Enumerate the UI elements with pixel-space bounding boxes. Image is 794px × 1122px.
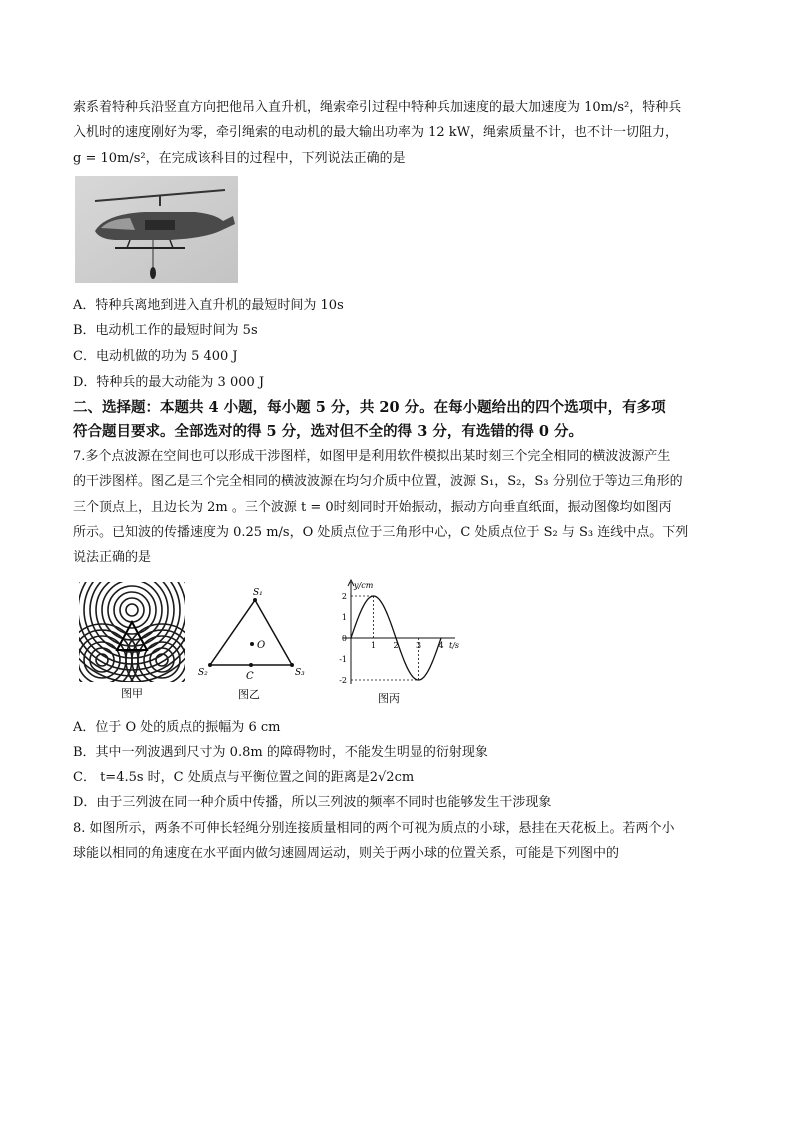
x-axis-label: t/s (449, 641, 460, 650)
q7-line-4: 所示。已知波的传播速度为 0.25 m/s，O 处质点位于三角形中心，C 处质点位于 S₂ 与 S₃ 连线中点。下列 (73, 525, 689, 540)
q6-line-3: g = 10m/s²，在完成该科目的过程中，下列说法正确的是 (73, 151, 406, 166)
figure-yi-caption: 图乙 (238, 688, 260, 701)
figure-bing-chart (333, 576, 463, 706)
section2-heading-line-1: 二、选择题：本题共 4 小题，每小题 5 分，共 20 分。在每小题给出的四个选项中，有多项 (73, 399, 666, 416)
q8-line-2: 球能以相同的角速度在水平面内做匀速圆周运动，则关于两小球的位置关系，可能是下列图中的 (73, 846, 620, 861)
label-c: C (246, 671, 254, 682)
x-tick-label: 1 (370, 641, 377, 650)
x-tick-label: 3 (415, 641, 422, 650)
q6-option-b: B．电动机工作的最短时间为 5s (73, 323, 258, 338)
q8-line-1: 8. 如图所示，两条不可伸长轻绳分别连接质量相同的两个可视为质点的小球，悬挂在天花板上。若两个小 (73, 821, 675, 836)
q6-line-1: 索系着特种兵沿竖直方向把他吊入直升机，绳索牵引过程中特种兵加速度的最大加速度为 10m/s²，特种兵 (73, 100, 682, 115)
q6-option-d: D．特种兵的最大动能为 3 000 J (73, 375, 265, 390)
q7-line-1: 7.多个点波源在空间也可以形成干涉图样，如图甲是利用软件模拟出某时刻三个完全相同的横波波源产生 (73, 449, 671, 464)
figure-jia-caption: 图甲 (121, 687, 143, 700)
figure-jia (77, 580, 187, 705)
figure-yi (198, 585, 313, 705)
y-tick-label: 1 (341, 613, 347, 622)
label-s1: S₁ (253, 588, 263, 598)
y-tick-label: -2 (339, 676, 347, 685)
q7-line-5: 说法正确的是 (73, 550, 152, 565)
label-s2: S₂ (198, 668, 208, 678)
q7-line-3: 三个顶点上，且边长为 2m 。三个波源 t = 0时刻同时开始振动，振动方向垂直纸面，振动图像均如图丙 (73, 500, 672, 515)
y-tick-label: 0 (341, 634, 347, 643)
figure-bing-caption: 图丙 (378, 692, 400, 705)
q6-option-c: C．电动机做的功为 5 400 J (73, 349, 238, 364)
q6-option-a: A．特种兵离地到进入直升机的最短时间为 10s (73, 298, 344, 313)
section2-heading-line-2: 符合题目要求。全部选对的得 5 分，选对但不全的得 3 分，有选错的得 0 分。 (73, 423, 584, 440)
x-tick-label: 4 (438, 641, 444, 650)
q7-option-d: D．由于三列波在同一种介质中传播，所以三列波的频率不同时也能够发生干涉现象 (73, 795, 552, 810)
helicopter-photo (75, 176, 238, 283)
q7-option-a: A．位于 O 处的质点的振幅为 6 cm (73, 720, 281, 735)
q7-option-c: C． t=4.5s 时，C 处质点与平衡位置之间的距离是2√2cm (73, 770, 415, 785)
q7-line-2: 的干涉图样。图乙是三个完全相同的横波波源在均匀介质中位置，波源 S₁，S₂，S₃ 分别位于等边三角形的 (73, 474, 683, 489)
q6-line-2: 入机时的速度刚好为零，牵引绳索的电动机的最大输出功率为 12 kW，绳索质量不计，也不计一切阻力， (73, 125, 679, 140)
label-o: O (257, 640, 266, 651)
label-s3: S₃ (295, 668, 305, 678)
y-tick-label: 2 (341, 592, 347, 601)
y-axis-label: y/cm (354, 581, 374, 590)
y-tick-label: -1 (339, 655, 347, 664)
q7-option-b: B．其中一列波遇到尺寸为 0.8m 的障碍物时，不能发生明显的衍射现象 (73, 745, 488, 760)
x-tick-label: 2 (393, 641, 399, 650)
